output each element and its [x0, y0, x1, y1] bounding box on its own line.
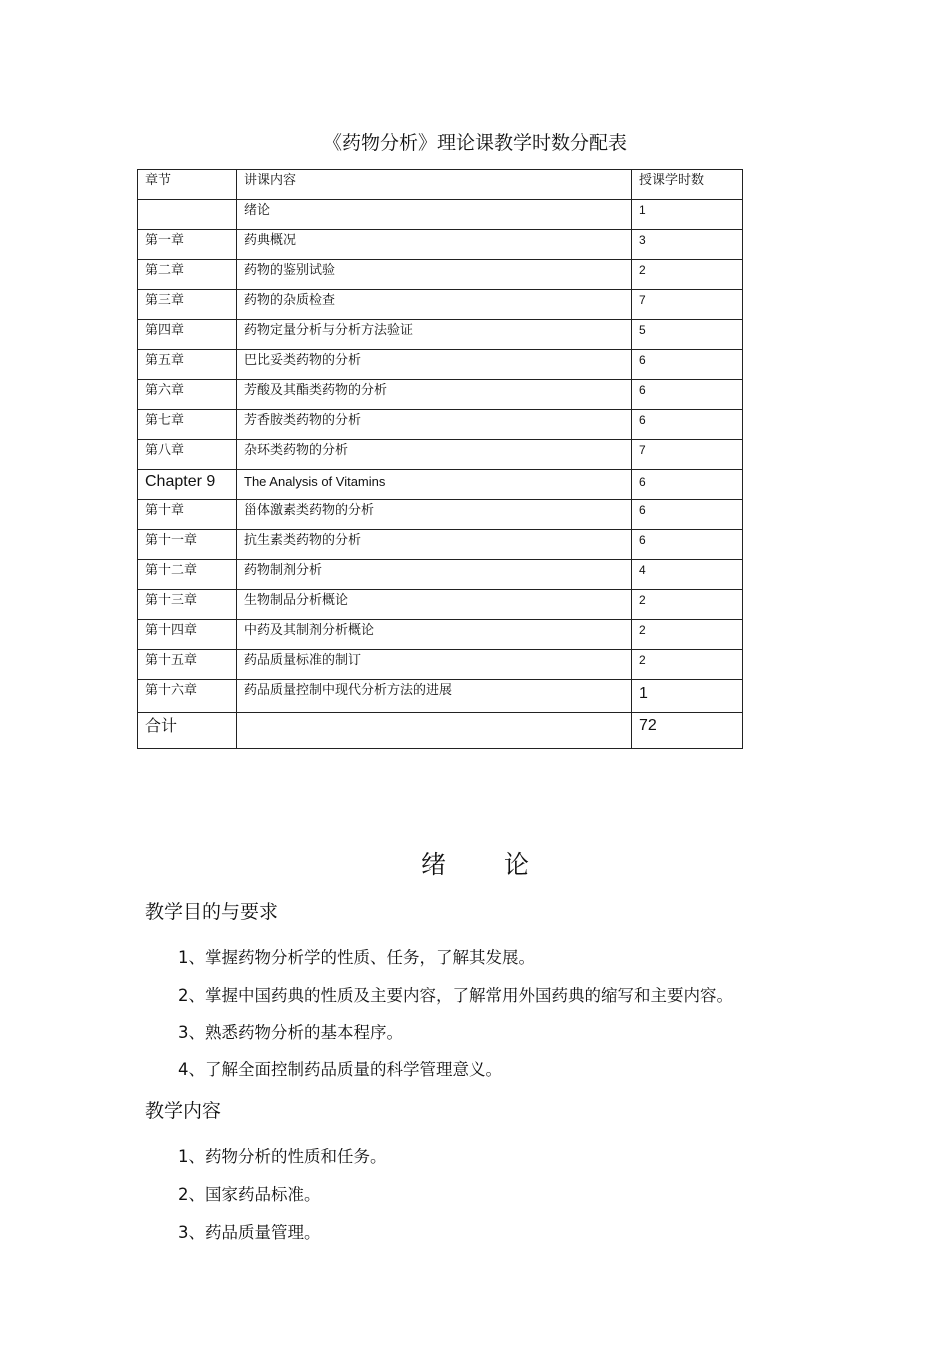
- objective-item: 2、掌握中国药典的性质及主要内容，了解常用外国药典的缩写和主要内容。: [178, 986, 733, 1005]
- hours-cell: 1: [632, 200, 743, 230]
- content-item: 3、药品质量管理。: [178, 1223, 321, 1242]
- table-row: [138, 350, 743, 380]
- content-cell: 药品质量标准的制订: [237, 650, 632, 680]
- content-item: 1、药物分析的性质和任务。: [178, 1147, 387, 1166]
- chapter-cell: 第二章: [138, 260, 237, 290]
- hours-cell: 1: [632, 680, 743, 713]
- header-chapter: 章节: [138, 170, 237, 200]
- hours-cell: 2: [632, 590, 743, 620]
- table-row: [138, 320, 743, 350]
- chapter-cell: 第十三章: [138, 590, 237, 620]
- header-content: 讲课内容: [237, 170, 632, 200]
- table-row: [138, 290, 743, 320]
- hours-cell: 2: [632, 650, 743, 680]
- total-hours: 72: [632, 713, 743, 749]
- objectives-title: 教学目的与要求: [145, 901, 279, 923]
- hours-cell: 7: [632, 440, 743, 470]
- intro-heading-part2: 论: [504, 850, 530, 879]
- content-cell: 药物的鉴别试验: [237, 260, 632, 290]
- hours-cell: 5: [632, 320, 743, 350]
- chapter-cell: 第十章: [138, 500, 237, 530]
- table-row: [138, 650, 743, 680]
- header-hours: 授课学时数: [632, 170, 743, 200]
- table-total-row: [138, 713, 743, 749]
- chapter-cell: 第十一章: [138, 530, 237, 560]
- table-row: [138, 500, 743, 530]
- objective-item: 1、掌握药物分析学的性质、任务，了解其发展。: [178, 948, 535, 967]
- table-row: [138, 560, 743, 590]
- table-row: [138, 530, 743, 560]
- content-cell: 抗生素类药物的分析: [237, 530, 632, 560]
- chapter-cell: 第三章: [138, 290, 237, 320]
- content-cell: 药物制剂分析: [237, 560, 632, 590]
- content-cell: 生物制品分析概论: [237, 590, 632, 620]
- content-cell: 药品质量控制中现代分析方法的进展: [237, 680, 632, 713]
- intro-heading: [0, 845, 950, 881]
- chapter-cell: 第十六章: [138, 680, 237, 713]
- total-content: [237, 713, 632, 749]
- table-header-row: [138, 170, 743, 200]
- hours-cell: 6: [632, 500, 743, 530]
- content-cell: 杂环类药物的分析: [237, 440, 632, 470]
- content-title: 教学内容: [145, 1100, 222, 1122]
- intro-heading-part1: 绪: [420, 850, 446, 879]
- content-cell: The Analysis of Vitamins: [237, 470, 632, 500]
- chapter-cell: [138, 200, 237, 230]
- content-cell: 芳香胺类药物的分析: [237, 410, 632, 440]
- hours-cell: 6: [632, 410, 743, 440]
- total-label: 合计: [138, 713, 237, 749]
- content-item: 2、国家药品标准。: [178, 1185, 321, 1204]
- chapter-cell: 第七章: [138, 410, 237, 440]
- hours-cell: 2: [632, 260, 743, 290]
- chapter-cell: 第十五章: [138, 650, 237, 680]
- table-row: [138, 440, 743, 470]
- content-cell: 中药及其制剂分析概论: [237, 620, 632, 650]
- table-row: [138, 230, 743, 260]
- chapter-cell: 第四章: [138, 320, 237, 350]
- chapter-cell: 第六章: [138, 380, 237, 410]
- chapter-cell: 第十四章: [138, 620, 237, 650]
- table-row: [138, 680, 743, 713]
- chapter-cell: 第十二章: [138, 560, 237, 590]
- hours-cell: 6: [632, 380, 743, 410]
- hours-cell: 6: [632, 470, 743, 500]
- chapter-cell: 第五章: [138, 350, 237, 380]
- hours-cell: 7: [632, 290, 743, 320]
- content-cell: 芳酸及其酯类药物的分析: [237, 380, 632, 410]
- table-row: [138, 260, 743, 290]
- hours-cell: 2: [632, 620, 743, 650]
- chapter-cell: Chapter 9: [138, 470, 237, 500]
- chapter-cell: 第一章: [138, 230, 237, 260]
- hours-cell: 6: [632, 350, 743, 380]
- chapter-cell: 第八章: [138, 440, 237, 470]
- content-cell: 甾体激素类药物的分析: [237, 500, 632, 530]
- table-title: 《药物分析》理论课教学时数分配表: [322, 132, 627, 154]
- table-row: [138, 200, 743, 230]
- hours-cell: 3: [632, 230, 743, 260]
- table-row: [138, 590, 743, 620]
- hours-cell: 6: [632, 530, 743, 560]
- objective-item: 4、了解全面控制药品质量的科学管理意义。: [178, 1060, 502, 1079]
- hours-allocation-table: [137, 169, 743, 749]
- table-row: [138, 470, 743, 500]
- hours-cell: 4: [632, 560, 743, 590]
- objective-item: 3、熟悉药物分析的基本程序。: [178, 1023, 403, 1042]
- content-cell: 药典概况: [237, 230, 632, 260]
- content-cell: 绪论: [237, 200, 632, 230]
- content-cell: 巴比妥类药物的分析: [237, 350, 632, 380]
- table-row: [138, 620, 743, 650]
- content-cell: 药物的杂质检查: [237, 290, 632, 320]
- table-row: [138, 380, 743, 410]
- table-row: [138, 410, 743, 440]
- content-cell: 药物定量分析与分析方法验证: [237, 320, 632, 350]
